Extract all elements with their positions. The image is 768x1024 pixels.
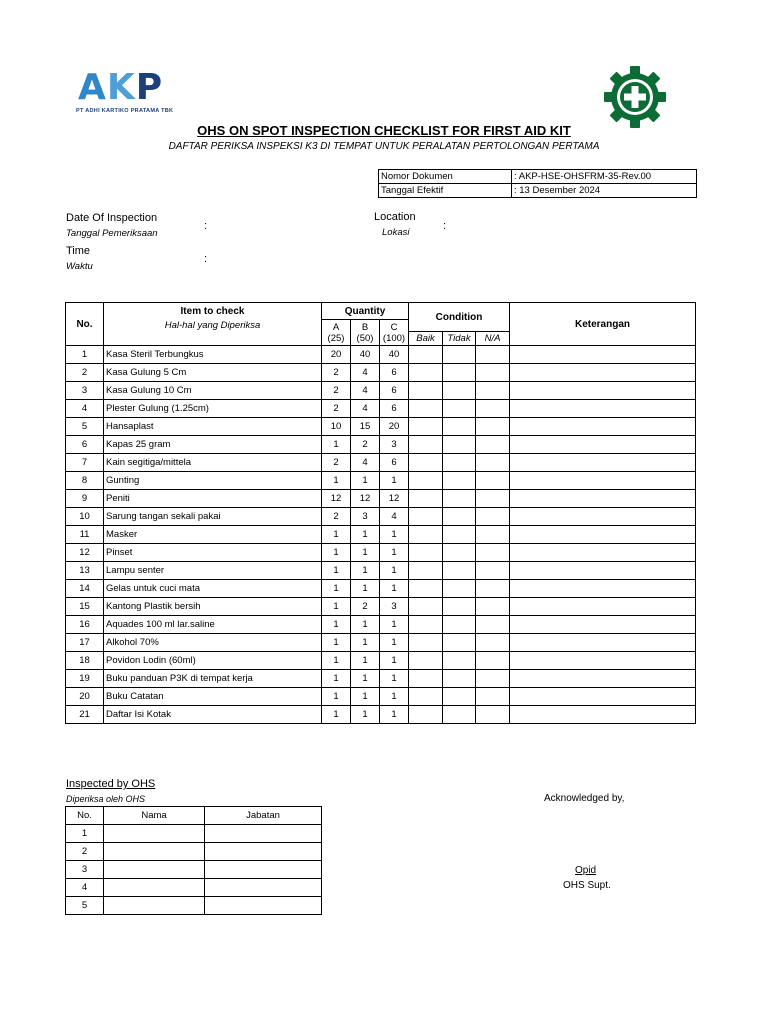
row-no: 10 [66,508,104,526]
row-keterangan-cell[interactable] [510,688,696,706]
row-item: Kasa Gulung 5 Cm [104,364,322,382]
row-keterangan-cell[interactable] [510,346,696,364]
inspector-position-cell[interactable] [205,879,322,897]
row-keterangan-cell[interactable] [510,382,696,400]
row-tidak-cell[interactable] [443,400,476,418]
row-item: Sarung tangan sekali pakai [104,508,322,526]
row-tidak-cell[interactable] [443,634,476,652]
inspector-name-cell[interactable] [104,843,205,861]
effective-date-label: Tanggal Efektif [379,184,512,198]
doc-number-label: Nomor Dokumen [379,170,512,184]
row-na-cell[interactable] [476,706,510,724]
row-tidak-cell[interactable] [443,652,476,670]
row-keterangan-cell[interactable] [510,580,696,598]
row-baik-cell[interactable] [409,616,443,634]
row-qty-a: 1 [322,634,351,652]
row-tidak-cell[interactable] [443,544,476,562]
checklist-rows [66,346,696,724]
row-qty-c: 1 [380,544,409,562]
row-no: 13 [66,562,104,580]
page-subtitle: DAFTAR PERIKSA INSPEKSI K3 DI TEMPAT UNTUK PERALATAN PERTOLONGAN PERTAMA [168,141,600,152]
row-tidak-cell[interactable] [443,454,476,472]
qty-c-letter: C [390,321,398,333]
inspector-position-cell[interactable] [205,897,322,915]
row-qty-c: 1 [380,580,409,598]
row-baik-cell[interactable] [409,598,443,616]
row-keterangan-cell[interactable] [510,562,696,580]
qty-a-size: (25) [327,332,345,344]
row-item: Buku panduan P3K di tempat kerja [104,670,322,688]
row-keterangan-cell[interactable] [510,454,696,472]
row-qty-a: 1 [322,670,351,688]
col-condition-header: Condition [409,303,510,332]
col-no-header: No. [66,303,104,346]
inspector-name-header: Nama [104,807,205,825]
time-colon: : [204,253,208,265]
row-baik-cell[interactable] [409,490,443,508]
row-qty-b: 1 [351,634,380,652]
row-qty-c: 1 [380,670,409,688]
row-keterangan-cell[interactable] [510,706,696,724]
inspector-position-cell[interactable] [205,843,322,861]
row-item: Kasa Steril Terbungkus [104,346,322,364]
row-na-cell[interactable] [476,490,510,508]
row-na-cell[interactable] [476,688,510,706]
row-tidak-cell[interactable] [443,562,476,580]
row-keterangan-cell[interactable] [510,418,696,436]
col-qty-b-header [351,320,380,346]
row-tidak-cell[interactable] [443,616,476,634]
col-keterangan-header: Keterangan [510,303,696,346]
row-no: 3 [66,382,104,400]
inspector-rows [66,825,322,915]
row-baik-cell[interactable] [409,526,443,544]
table-row [66,364,696,382]
row-na-cell[interactable] [476,580,510,598]
row-baik-cell[interactable] [409,436,443,454]
table-row [66,454,696,472]
time-sub: Waktu [66,261,93,272]
row-qty-a: 1 [322,706,351,724]
date-colon: : [204,220,208,232]
row-item: Kain segitiga/mittela [104,454,322,472]
row-keterangan-cell[interactable] [510,544,696,562]
row-no: 7 [66,454,104,472]
inspector-position-cell[interactable] [205,861,322,879]
row-no: 6 [66,436,104,454]
row-qty-b: 2 [351,436,380,454]
row-qty-b: 1 [351,688,380,706]
row-keterangan-cell[interactable] [510,508,696,526]
col-qty-c-header [380,320,409,346]
location-label: Location [374,211,416,223]
row-qty-a: 1 [322,544,351,562]
table-row [66,436,696,454]
table-row [66,843,322,861]
effective-date-value: : 13 Desember 2024 [512,184,697,198]
col-tidak-header: Tidak [443,332,476,346]
row-tidak-cell[interactable] [443,526,476,544]
row-baik-cell[interactable] [409,472,443,490]
qty-a-letter: A [332,321,340,333]
row-no: 19 [66,670,104,688]
row-qty-a: 1 [322,580,351,598]
row-qty-b: 1 [351,544,380,562]
row-keterangan-cell[interactable] [510,490,696,508]
row-qty-c: 1 [380,616,409,634]
row-qty-a: 1 [322,598,351,616]
row-na-cell[interactable] [476,346,510,364]
date-of-inspection-label: Date Of Inspection [66,212,158,224]
row-qty-c: 20 [380,418,409,436]
row-na-cell[interactable] [476,526,510,544]
row-item: Kapas 25 gram [104,436,322,454]
row-baik-cell[interactable] [409,508,443,526]
row-na-cell[interactable] [476,364,510,382]
table-row [66,616,696,634]
inspector-row-no: 3 [66,861,104,879]
inspector-table [65,806,322,915]
row-qty-c: 12 [380,490,409,508]
row-qty-a: 1 [322,562,351,580]
row-baik-cell[interactable] [409,706,443,724]
row-no: 16 [66,616,104,634]
table-row [66,400,696,418]
table-row [66,562,696,580]
logo-company-name: PT ADHI KARTIKO PRATAMA TBK [76,108,174,114]
row-baik-cell[interactable] [409,544,443,562]
row-na-cell[interactable] [476,400,510,418]
row-no: 2 [66,364,104,382]
row-qty-c: 1 [380,562,409,580]
row-na-cell[interactable] [476,544,510,562]
row-qty-a: 2 [322,364,351,382]
row-item: Povidon Lodin (60ml) [104,652,322,670]
row-item: Daftar Isi Kotak [104,706,322,724]
acknowledged-by-label: Acknowledged by, [544,793,625,804]
row-item: Pinset [104,544,322,562]
row-no: 20 [66,688,104,706]
row-tidak-cell[interactable] [443,598,476,616]
row-keterangan-cell[interactable] [510,652,696,670]
row-qty-c: 3 [380,436,409,454]
row-tidak-cell[interactable] [443,490,476,508]
row-baik-cell[interactable] [409,400,443,418]
row-no: 14 [66,580,104,598]
row-keterangan-cell[interactable] [510,436,696,454]
row-tidak-cell[interactable] [443,706,476,724]
row-item: Masker [104,526,322,544]
row-qty-a: 1 [322,688,351,706]
row-na-cell[interactable] [476,634,510,652]
row-na-cell[interactable] [476,454,510,472]
row-qty-a: 1 [322,526,351,544]
col-item-header: Item to check [104,303,322,320]
table-row [66,879,322,897]
row-qty-a: 20 [322,346,351,364]
row-na-cell[interactable] [476,616,510,634]
row-item: Hansaplast [104,418,322,436]
inspector-row-no: 5 [66,897,104,915]
row-na-cell[interactable] [476,472,510,490]
row-baik-cell[interactable] [409,670,443,688]
row-qty-c: 6 [380,364,409,382]
row-no: 5 [66,418,104,436]
inspector-name-cell[interactable] [104,897,205,915]
table-row [66,508,696,526]
row-na-cell[interactable] [476,508,510,526]
row-qty-a: 2 [322,508,351,526]
col-qty-a-header [322,320,351,346]
checklist-table [65,302,696,724]
acknowledger-name: Opid [575,865,597,876]
row-baik-cell[interactable] [409,382,443,400]
row-keterangan-cell[interactable] [510,616,696,634]
table-row [66,526,696,544]
row-no: 15 [66,598,104,616]
row-qty-a: 2 [322,382,351,400]
row-qty-b: 4 [351,382,380,400]
row-no: 18 [66,652,104,670]
row-qty-c: 1 [380,634,409,652]
row-item: Peniti [104,490,322,508]
logo-letter-a: A [78,67,107,108]
table-row [66,634,696,652]
table-row [66,418,696,436]
row-qty-a: 10 [322,418,351,436]
row-qty-a: 1 [322,436,351,454]
row-qty-a: 1 [322,616,351,634]
logo-letter-p: P [135,67,164,108]
row-qty-a: 2 [322,400,351,418]
acknowledger-role: OHS Supt. [563,880,611,891]
row-baik-cell[interactable] [409,688,443,706]
row-qty-b: 4 [351,400,380,418]
inspector-position-header: Jabatan [205,807,322,825]
location-sub: Lokasi [382,227,410,238]
row-no: 8 [66,472,104,490]
row-baik-cell[interactable] [409,364,443,382]
row-na-cell[interactable] [476,436,510,454]
row-qty-b: 1 [351,562,380,580]
row-tidak-cell[interactable] [443,436,476,454]
row-na-cell[interactable] [476,670,510,688]
row-qty-b: 1 [351,706,380,724]
row-tidak-cell[interactable] [443,580,476,598]
qty-b-size: (50) [356,332,374,344]
row-keterangan-cell[interactable] [510,598,696,616]
row-no: 11 [66,526,104,544]
document-info-table [378,169,697,198]
row-item: Kasa Gulung 10 Cm [104,382,322,400]
inspected-by-sub: Diperiksa oleh OHS [66,794,146,804]
doc-info-row [379,184,697,198]
row-baik-cell[interactable] [409,652,443,670]
table-row [66,490,696,508]
row-na-cell[interactable] [476,562,510,580]
table-row [66,382,696,400]
row-no: 12 [66,544,104,562]
inspector-name-cell[interactable] [104,861,205,879]
row-qty-a: 1 [322,472,351,490]
row-tidak-cell[interactable] [443,508,476,526]
row-qty-b: 1 [351,472,380,490]
row-keterangan-cell[interactable] [510,670,696,688]
inspected-by-title: Inspected by OHS [66,778,156,790]
row-keterangan-cell[interactable] [510,472,696,490]
row-qty-b: 1 [351,670,380,688]
row-tidak-cell[interactable] [443,472,476,490]
row-qty-b: 12 [351,490,380,508]
row-qty-b: 4 [351,364,380,382]
row-keterangan-cell[interactable] [510,634,696,652]
row-qty-a: 1 [322,652,351,670]
row-qty-b: 3 [351,508,380,526]
qty-b-letter: B [361,321,369,333]
row-keterangan-cell[interactable] [510,526,696,544]
inspector-row-no: 1 [66,825,104,843]
row-qty-b: 2 [351,598,380,616]
row-keterangan-cell[interactable] [510,364,696,382]
inspector-row-no: 2 [66,843,104,861]
row-qty-b: 15 [351,418,380,436]
row-na-cell[interactable] [476,598,510,616]
date-of-inspection-sub: Tanggal Pemeriksaan [66,228,158,239]
row-item: Gunting [104,472,322,490]
row-no: 17 [66,634,104,652]
table-row [66,580,696,598]
inspector-name-cell[interactable] [104,825,205,843]
row-item: Lampu senter [104,562,322,580]
row-na-cell[interactable] [476,652,510,670]
row-qty-b: 1 [351,526,380,544]
row-no: 1 [66,346,104,364]
row-na-cell[interactable] [476,382,510,400]
inspector-name-cell[interactable] [104,879,205,897]
col-quantity-header: Quantity [322,303,409,320]
row-qty-c: 1 [380,472,409,490]
row-item: Gelas untuk cuci mata [104,580,322,598]
col-na-header: N/A [476,332,510,346]
row-na-cell[interactable] [476,418,510,436]
row-item: Plester Gulung (1.25cm) [104,400,322,418]
row-qty-a: 2 [322,454,351,472]
doc-info-row [379,170,697,184]
logo-letter-k: K [106,67,136,108]
table-row [66,652,696,670]
row-baik-cell[interactable] [409,418,443,436]
col-baik-header: Baik [409,332,443,346]
row-qty-b: 1 [351,616,380,634]
row-qty-b: 1 [351,580,380,598]
table-row [66,346,696,364]
row-no: 4 [66,400,104,418]
table-row [66,897,322,915]
row-qty-c: 6 [380,400,409,418]
table-row [66,861,322,879]
table-row [66,688,696,706]
row-tidak-cell[interactable] [443,382,476,400]
qty-c-size: (100) [382,332,406,344]
table-row [66,472,696,490]
row-qty-c: 3 [380,598,409,616]
table-row [66,825,322,843]
row-baik-cell[interactable] [409,562,443,580]
row-qty-b: 4 [351,454,380,472]
table-row [66,670,696,688]
row-qty-b: 40 [351,346,380,364]
row-qty-c: 6 [380,382,409,400]
row-qty-b: 1 [351,652,380,670]
inspector-no-header: No. [66,807,104,825]
green-gear-cross-icon [601,66,669,128]
row-item: Alkohol 70% [104,634,322,652]
row-baik-cell[interactable] [409,454,443,472]
doc-number-value: : AKP-HSE-OHSFRM-35-Rev.00 [512,170,697,184]
row-item: Buku Catatan [104,688,322,706]
time-label: Time [66,245,91,257]
page-title: OHS ON SPOT INSPECTION CHECKLIST FOR FIRST AID KIT [197,123,571,138]
row-baik-cell[interactable] [409,346,443,364]
row-baik-cell[interactable] [409,634,443,652]
row-item: Kantong Plastik bersih [104,598,322,616]
row-tidak-cell[interactable] [443,670,476,688]
inspector-position-cell[interactable] [205,825,322,843]
row-qty-c: 6 [380,454,409,472]
row-item: Aquades 100 ml lar.saline [104,616,322,634]
row-keterangan-cell[interactable] [510,400,696,418]
row-no: 9 [66,490,104,508]
row-qty-c: 1 [380,526,409,544]
company-logo [78,68,163,108]
row-qty-c: 1 [380,706,409,724]
location-colon: : [443,220,447,232]
row-baik-cell[interactable] [409,580,443,598]
row-tidak-cell[interactable] [443,688,476,706]
row-qty-c: 1 [380,652,409,670]
table-row [66,598,696,616]
table-row [66,706,696,724]
row-tidak-cell[interactable] [443,364,476,382]
inspector-row-no: 4 [66,879,104,897]
row-no: 21 [66,706,104,724]
row-qty-c: 4 [380,508,409,526]
row-tidak-cell[interactable] [443,346,476,364]
col-item-sub-header: Hal-hal yang Diperiksa [104,320,322,346]
table-row [66,544,696,562]
row-qty-c: 40 [380,346,409,364]
row-qty-c: 1 [380,688,409,706]
row-qty-a: 12 [322,490,351,508]
row-tidak-cell[interactable] [443,418,476,436]
